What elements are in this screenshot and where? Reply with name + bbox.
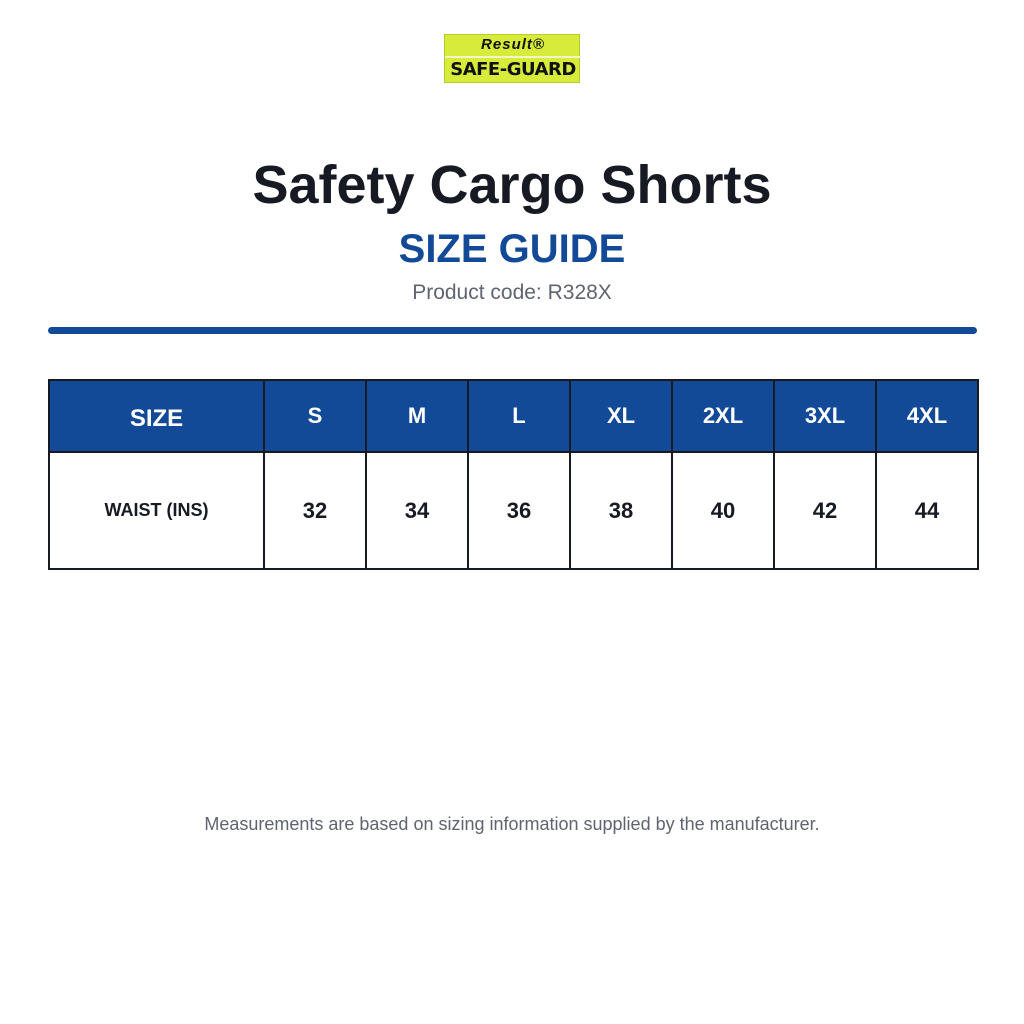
header-cell-xl: XL — [570, 380, 672, 452]
waist-value-4xl: 44 — [876, 452, 978, 569]
size-table — [48, 379, 979, 570]
header-cell-s: S — [264, 380, 366, 452]
logo-divider — [445, 56, 581, 58]
header-cell-4xl: 4XL — [876, 380, 978, 452]
header-cell-l: L — [468, 380, 570, 452]
header-cell-size: SIZE — [49, 380, 264, 452]
waist-value-3xl: 42 — [774, 452, 876, 569]
logo-safeguard-text: SAFE-GUARD — [450, 59, 576, 80]
waist-value-xl: 38 — [570, 452, 672, 569]
table-header-row — [49, 380, 978, 452]
row-label-waist: WAIST (INS) — [49, 452, 264, 569]
product-code: Product code: R328X — [412, 281, 612, 304]
footnote: Measurements are based on sizing information supplied by the manufacturer. — [204, 814, 820, 834]
waist-value-m: 34 — [366, 452, 468, 569]
table-row — [49, 452, 978, 569]
logo-result-text: Result® — [481, 36, 545, 53]
waist-value-2xl: 40 — [672, 452, 774, 569]
waist-value-l: 36 — [468, 452, 570, 569]
waist-value-s: 32 — [264, 452, 366, 569]
header-cell-2xl: 2XL — [672, 380, 774, 452]
page-subtitle: SIZE GUIDE — [398, 227, 626, 271]
header-cell-3xl: 3XL — [774, 380, 876, 452]
header-divider — [48, 327, 977, 334]
page-title: Safety Cargo Shorts — [252, 155, 772, 215]
header-cell-m: M — [366, 380, 468, 452]
brand-logo — [444, 34, 580, 83]
